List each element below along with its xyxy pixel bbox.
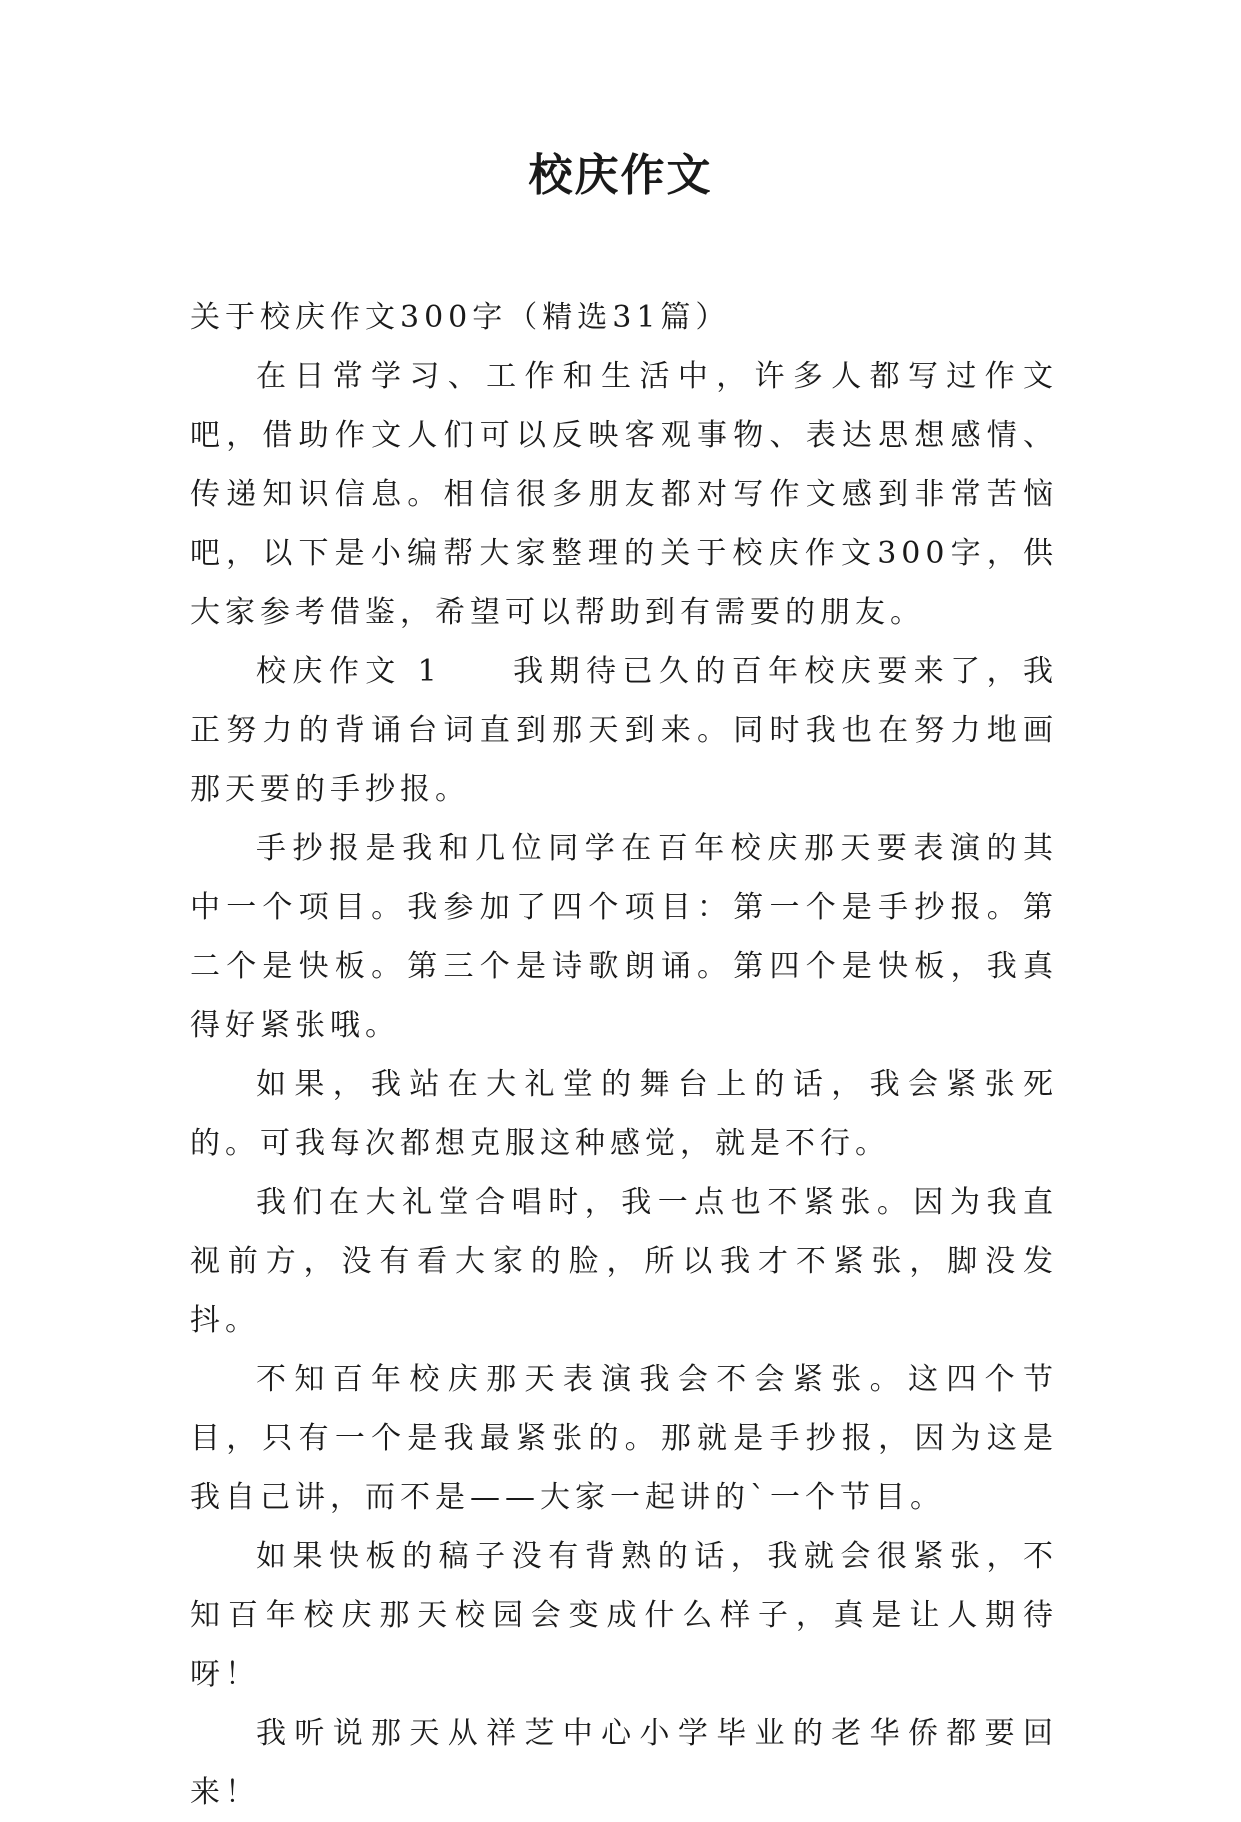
essay1-heading: 校庆作文 1 <box>256 654 442 689</box>
essay1-lead-text: 我期待已久的百年校庆要来了，我正努力的背诵台词直到那天到来。同时我也在努力地画那天要的手抄报。 <box>190 654 1058 807</box>
body-paragraph: 我听说那天从祥芝中心小学毕业的老华侨都要回来！ <box>190 1716 1058 1810</box>
document-subtitle: 关于校庆作文300字（精选31篇） <box>190 300 731 335</box>
body-paragraph: 如果，我站在大礼堂的舞台上的话，我会紧张死的。可我每次都想克服这种感觉，就是不行。 <box>190 1067 1058 1161</box>
body-paragraph: 手抄报是我和几位同学在百年校庆那天要表演的其中一个项目。我参加了四个项目：第一个是手抄报。第二个是快板。第三个是诗歌朗诵。第四个是快板，我真得好紧张哦。 <box>190 831 1058 1043</box>
body-paragraph: 我们在大礼堂合唱时，我一点也不紧张。因为我直视前方，没有看大家的脸，所以我才不紧张，脚没发抖。 <box>190 1185 1058 1338</box>
intro-paragraph: 在日常学习、工作和生活中，许多人都写过作文吧，借助作文人们可以反映客观事物、表达思想感情、传递知识信息。相信很多朋友都对写作文感到非常苦恼吧，以下是小编帮大家整理的关于校庆作文300字，供大家参考借鉴，希望可以帮助到有需要的朋友。 <box>190 359 1058 630</box>
essay1-first-paragraph <box>190 642 1058 819</box>
body-paragraph: 如果快板的稿子没有背熟的话，我就会很紧张，不知百年校庆那天校园会变成什么样子，真是让人期待呀！ <box>190 1539 1058 1692</box>
document-title: 校庆作文 <box>528 150 713 201</box>
body-paragraph: 不知百年校庆那天表演我会不会紧张。这四个节目，只有一个是我最紧张的。那就是手抄报，因为这是我自己讲，而不是——大家一起讲的`一个节目。 <box>190 1362 1058 1515</box>
document-body <box>190 288 1058 1822</box>
